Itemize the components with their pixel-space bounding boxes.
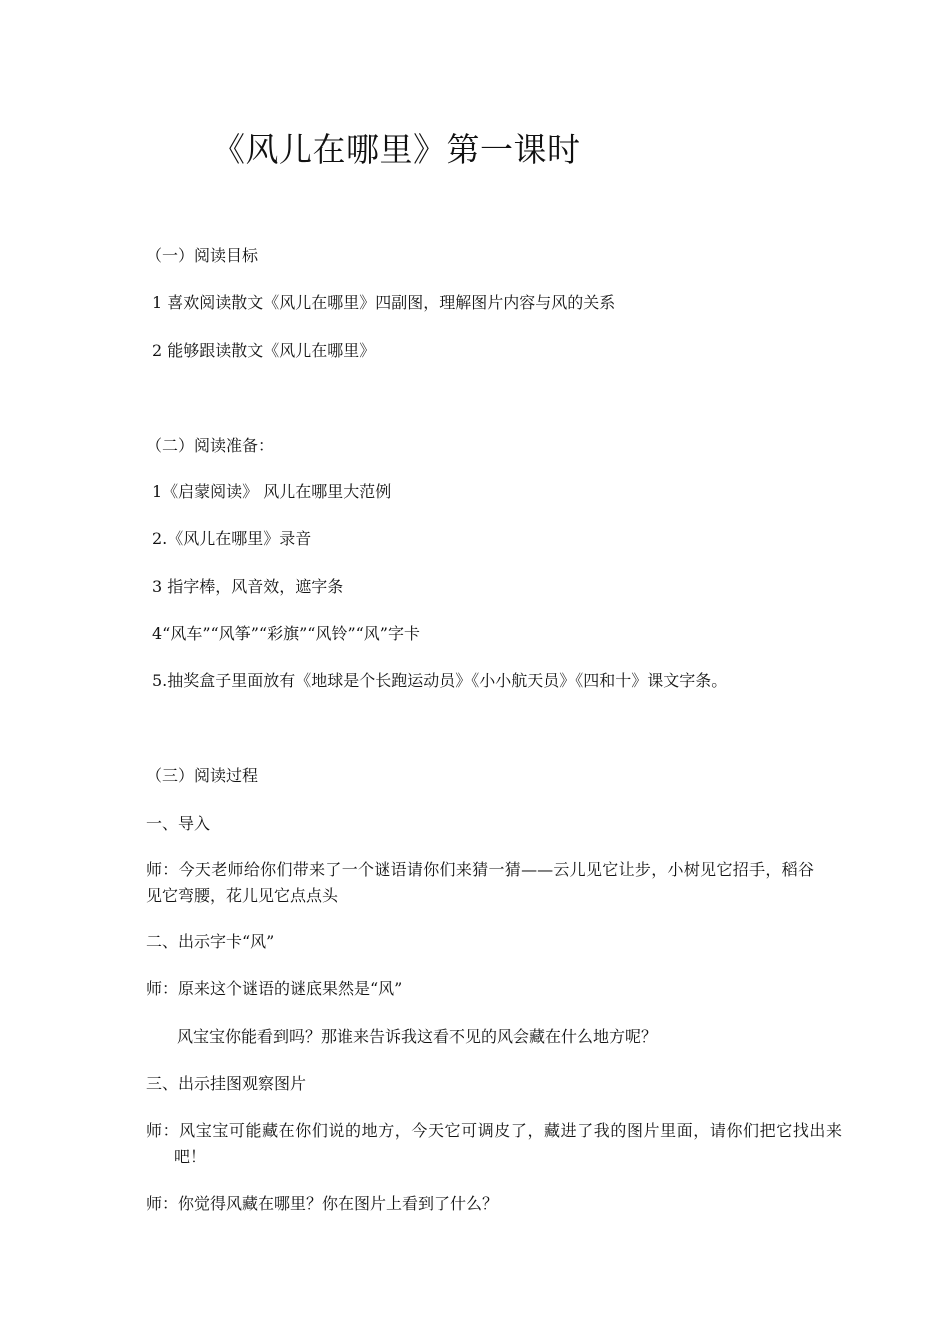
- goal-item: 1 喜欢阅读散文《风儿在哪里》四副图，理解图片内容与风的关系: [152, 293, 616, 312]
- goal-item: 2 能够跟读散文《风儿在哪里》: [152, 341, 376, 360]
- page-title: 《风儿在哪里》第一课时: [212, 130, 581, 169]
- teacher-ask: 师：你觉得风藏在哪里？你在图片上看到了什么？: [146, 1194, 499, 1213]
- step-heading: 三、出示挂图观察图片: [146, 1074, 307, 1093]
- section-heading-goals: （一）阅读目标: [146, 246, 259, 265]
- teacher-riddle: 师：今天老师给你们带来了一个谜语请你们来猜一猜——云儿见它让步，小树见它招手，稻谷见它弯腰，花儿见它点点头: [146, 860, 814, 905]
- step-heading: 一、导入: [146, 814, 211, 833]
- step-heading: 二、出示字卡“风”: [146, 932, 275, 951]
- prep-item: 5.抽奖盒子里面放有《地球是个长跑运动员》《小小航天员》《四和十》课文字条。: [152, 671, 728, 690]
- teacher-instruction: 师：风宝宝可能藏在你们说的地方，今天它可调皮了，藏进了我的图片里面，请你们把它找出来吧！: [146, 1121, 842, 1166]
- prep-item: 3 指字棒，风音效，遮字条: [152, 577, 344, 596]
- prep-item: 1《启蒙阅读》 风儿在哪里大范例: [152, 482, 392, 501]
- teacher-question: 风宝宝你能看到吗？那谁来告诉我这看不见的风会藏在什么地方呢？: [177, 1027, 658, 1046]
- prep-item: 2.《风儿在哪里》录音: [152, 529, 312, 548]
- section-heading-process: （三）阅读过程: [146, 766, 259, 785]
- teacher-answer: 师：原来这个谜语的谜底果然是“风”: [146, 979, 403, 998]
- section-heading-preparation: （二）阅读准备：: [146, 436, 275, 455]
- prep-item: 4“风车”“风筝”“彩旗”“风铃”“风”字卡: [152, 624, 420, 643]
